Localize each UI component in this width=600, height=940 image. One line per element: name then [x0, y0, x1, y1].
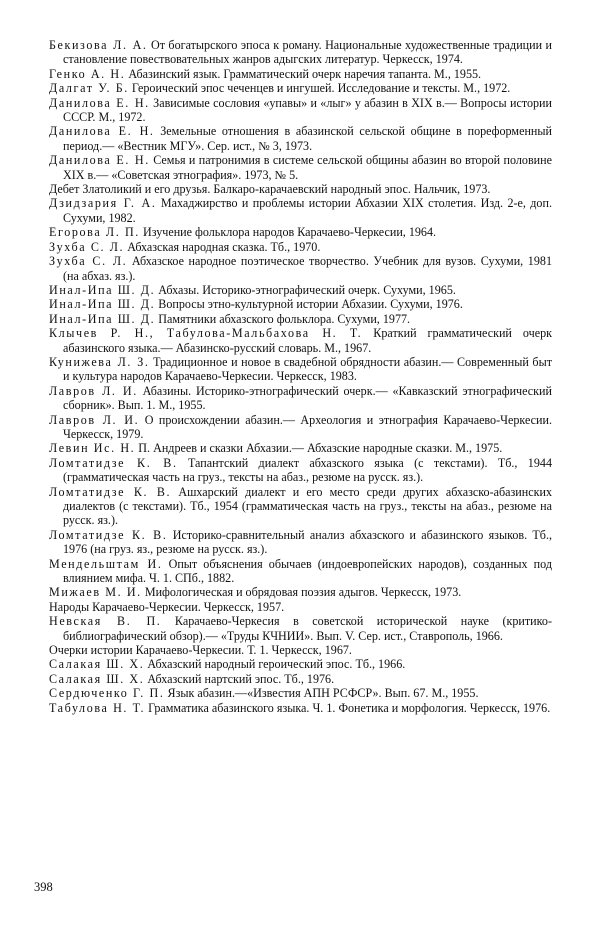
bibliography-entry: [49, 557, 552, 586]
entry-author: Егорова Л. П.: [49, 225, 140, 240]
entry-author: Лавров Л. И.: [49, 412, 140, 427]
bibliography-entry: [49, 643, 552, 657]
entry-text: Изучение фольклора народов Карачаево-Черкесии, 1964.: [139, 225, 437, 240]
entry-author: Инал-Ипа Ш. Д.: [49, 297, 156, 312]
bibliography-entry: [49, 413, 552, 442]
bibliography-entry: [49, 701, 552, 715]
entry-author: Кунижева Л. З.: [49, 354, 150, 369]
entry-author: Данилова Е. Н.: [49, 95, 150, 110]
entry-text: Мифологическая и обрядовая поэзия адыгов. Черкесск, 1973.: [141, 585, 462, 600]
entry-author: Ломтатидзе К. В.: [49, 455, 178, 470]
entry-text: Памятники абхазского фольклора. Сухуми, 1977.: [155, 311, 411, 326]
entry-author: Левин Ис. Н.: [49, 441, 136, 456]
entry-author: Мижаев М. И.: [49, 585, 142, 600]
entry-text: Абхазский народный героический эпос. Тб., 1966.: [144, 657, 406, 672]
bibliography-entry: [49, 312, 552, 326]
entry-text: Краткий грамматический очерк абазинского языка.— Абазинско-русский словарь. М., 1967.: [63, 326, 552, 355]
entry-text: Абазины. Историко-этнографический очерк.— «Кавказский этнографический сборник». Вып. 1. М., 1955.: [63, 383, 552, 413]
entry-text: Абхазы. Историко-этнографический очерк. Сухуми, 1965.: [155, 282, 456, 297]
entry-author: Инал-Ипа Ш. Д.: [49, 282, 156, 297]
entry-text: Абазинский язык. Грамматический очерк наречия тапанта. М., 1955.: [125, 66, 482, 81]
bibliography-entry: [49, 240, 552, 254]
entry-text: О происхождении абазин.— Археология и этнография Карачаево-Черкесии. Черкесск, 1979.: [63, 412, 552, 441]
entry-text: Семья и патронимия в системе сельской общины абазин во второй половине XIX в.— «Советская этнография». 1973, № 5.: [63, 153, 552, 182]
entry-text: Народы Карачаево-Черкесии. Черкесск, 1957.: [49, 599, 285, 614]
page-number: 398: [34, 880, 53, 894]
entry-text: Героический эпос чеченцев и ингушей. Исследование и тексты. М., 1972.: [128, 81, 511, 96]
entry-author: Сердюченко Г. П.: [49, 686, 165, 701]
entry-text: Карачаево-Черкесия в советской исторической науке (критико-библиографический обзор).— «Труды КЧНИИ». Вып. V. Сер. ист., Ставрополь, 1966.: [63, 614, 552, 643]
entry-author: Ломтатидзе К. В.: [49, 527, 168, 542]
entry-author: Далгат У. Б.: [49, 81, 129, 96]
bibliography-entry: [49, 585, 552, 599]
entry-author: Салакая Ш. Х.: [49, 657, 145, 672]
bibliography-entry: [49, 485, 552, 528]
bibliography-list: [49, 38, 552, 715]
entry-author: Данилова Е. Н.: [49, 124, 155, 139]
bibliography-entry: [49, 672, 552, 686]
entry-text: Зависимые сословия «упавы» и «лыг» у абазин в XIX в.— Вопросы истории СССР. М., 1972.: [63, 95, 552, 125]
entry-author: Зухба С. Л.: [49, 254, 128, 269]
entry-author: Клычев Р. Н., Табулова-Мальбахова Н. Т.: [49, 326, 363, 341]
entry-text: Грамматика абазинского языка. Ч. 1. Фонетика и морфология. Черкесск, 1976.: [145, 700, 551, 715]
entry-text: Ашхарский диалект и его место среди других абхазско-абазинских диалектов (с текстами). Тб., 1954 (грамматическая часть на груз., тексты на абаз., резюме на русск. яз.).: [63, 484, 552, 528]
bibliography-entry: [49, 441, 552, 455]
entry-author: Данилова Е. Н.: [49, 153, 150, 168]
entry-author: Генко А. Н.: [49, 66, 126, 81]
bibliography-entry: [49, 196, 552, 225]
bibliography-entry: [49, 657, 552, 671]
bibliography-entry: [49, 326, 552, 355]
bibliography-entry: [49, 355, 552, 384]
entry-text: Абхазский нартский эпос. Тб., 1976.: [144, 671, 335, 686]
entry-author: Ломтатидзе К. В.: [49, 484, 172, 499]
entry-author: Бекизова Л. А.: [49, 38, 148, 52]
bibliography-entry: [49, 384, 552, 413]
entry-text: Абхазское народное поэтическое творчество. Учебник для вузов. Сухуми, 1981 (на абхаз. яз.).: [63, 254, 552, 283]
entry-text: Абхазская народная сказка. Тб., 1970.: [124, 239, 321, 254]
entry-text: П. Андреев и сказки Абхазии.— Абхазские народные сказки. М., 1975.: [135, 441, 503, 456]
entry-text: Вопросы этно-культурной истории Абхазии. Сухуми, 1976.: [155, 297, 463, 312]
bibliography-entry: [49, 67, 552, 81]
entry-author: Дзидзария Г. А.: [49, 196, 157, 211]
entry-text: Традиционное и новое в свадебной обрядности абазин.— Современный быт и культура народов Карачаево-Черкесии. Черкесск, 1983.: [63, 354, 552, 384]
bibliography-entry: [49, 528, 552, 557]
entry-text: Земельные отношения в абазинской сельской общине в пореформенный период.— «Вестник МГУ». Сер. ист., № 3, 1973.: [63, 124, 552, 153]
entry-text: Язык абазин.—«Известия АПН РСФСР». Вып. 67. М., 1955.: [164, 686, 479, 701]
bibliography-entry: [49, 686, 552, 700]
bibliography-entry: [49, 297, 552, 311]
bibliography-entry: [49, 600, 552, 614]
entry-text: Опыт объяснения обычаев (индоевропейских народов), созданных под влиянием мифа. Ч. 1. СПб., 1882.: [63, 556, 553, 586]
entry-text: Дебет Златоликий и его друзья. Балкаро-карачаевский народный эпос. Нальчик, 1973.: [49, 182, 491, 197]
entry-text: Тапантский диалект абхазского языка (с текстами). Тб., 1944 (грамматическая часть на груз., тексты на абаз., резюме на русск. яз.).: [63, 455, 552, 485]
entry-author: Инал-Ипа Ш. Д.: [49, 311, 156, 326]
entry-text: Махаджирство и проблемы истории Абхазии XIX столетия. Изд. 2-е, доп. Сухуми, 1982.: [63, 196, 552, 225]
entry-author: Зухба С. Л.: [49, 239, 125, 254]
entry-author: Салакая Ш. Х.: [49, 671, 145, 686]
bibliography-entry: [49, 38, 552, 67]
entry-author: Табулова Н. Т.: [49, 700, 146, 715]
bibliography-entry: [49, 225, 552, 239]
bibliography-entry: [49, 456, 552, 485]
bibliography-entry: [49, 182, 552, 196]
entry-text: Историко-сравнительный анализ абхазского и абазинского языков. Тб., 1976 (на груз. яз., резюме на русск. яз.).: [63, 527, 552, 557]
entry-author: Лавров Л. И.: [49, 383, 138, 398]
bibliography-entry: [49, 81, 552, 95]
entry-text: Очерки истории Карачаево-Черкесии. Т. 1. Черкесск, 1967.: [49, 643, 352, 658]
bibliography-entry: [49, 614, 552, 643]
entry-author: Невская В. П.: [49, 614, 162, 629]
bibliography-entry: [49, 124, 552, 153]
bibliography-entry: [49, 283, 552, 297]
entry-author: Мендельштам И.: [49, 556, 163, 571]
bibliography-entry: [49, 153, 552, 182]
entry-text: От богатырского эпоса к роману. Национальные художественные традиции и становление повествовательных жанров адыгских литератур. Черкесск, 1974.: [63, 38, 552, 67]
bibliography-entry: [49, 96, 552, 125]
bibliography-entry: [49, 254, 552, 283]
